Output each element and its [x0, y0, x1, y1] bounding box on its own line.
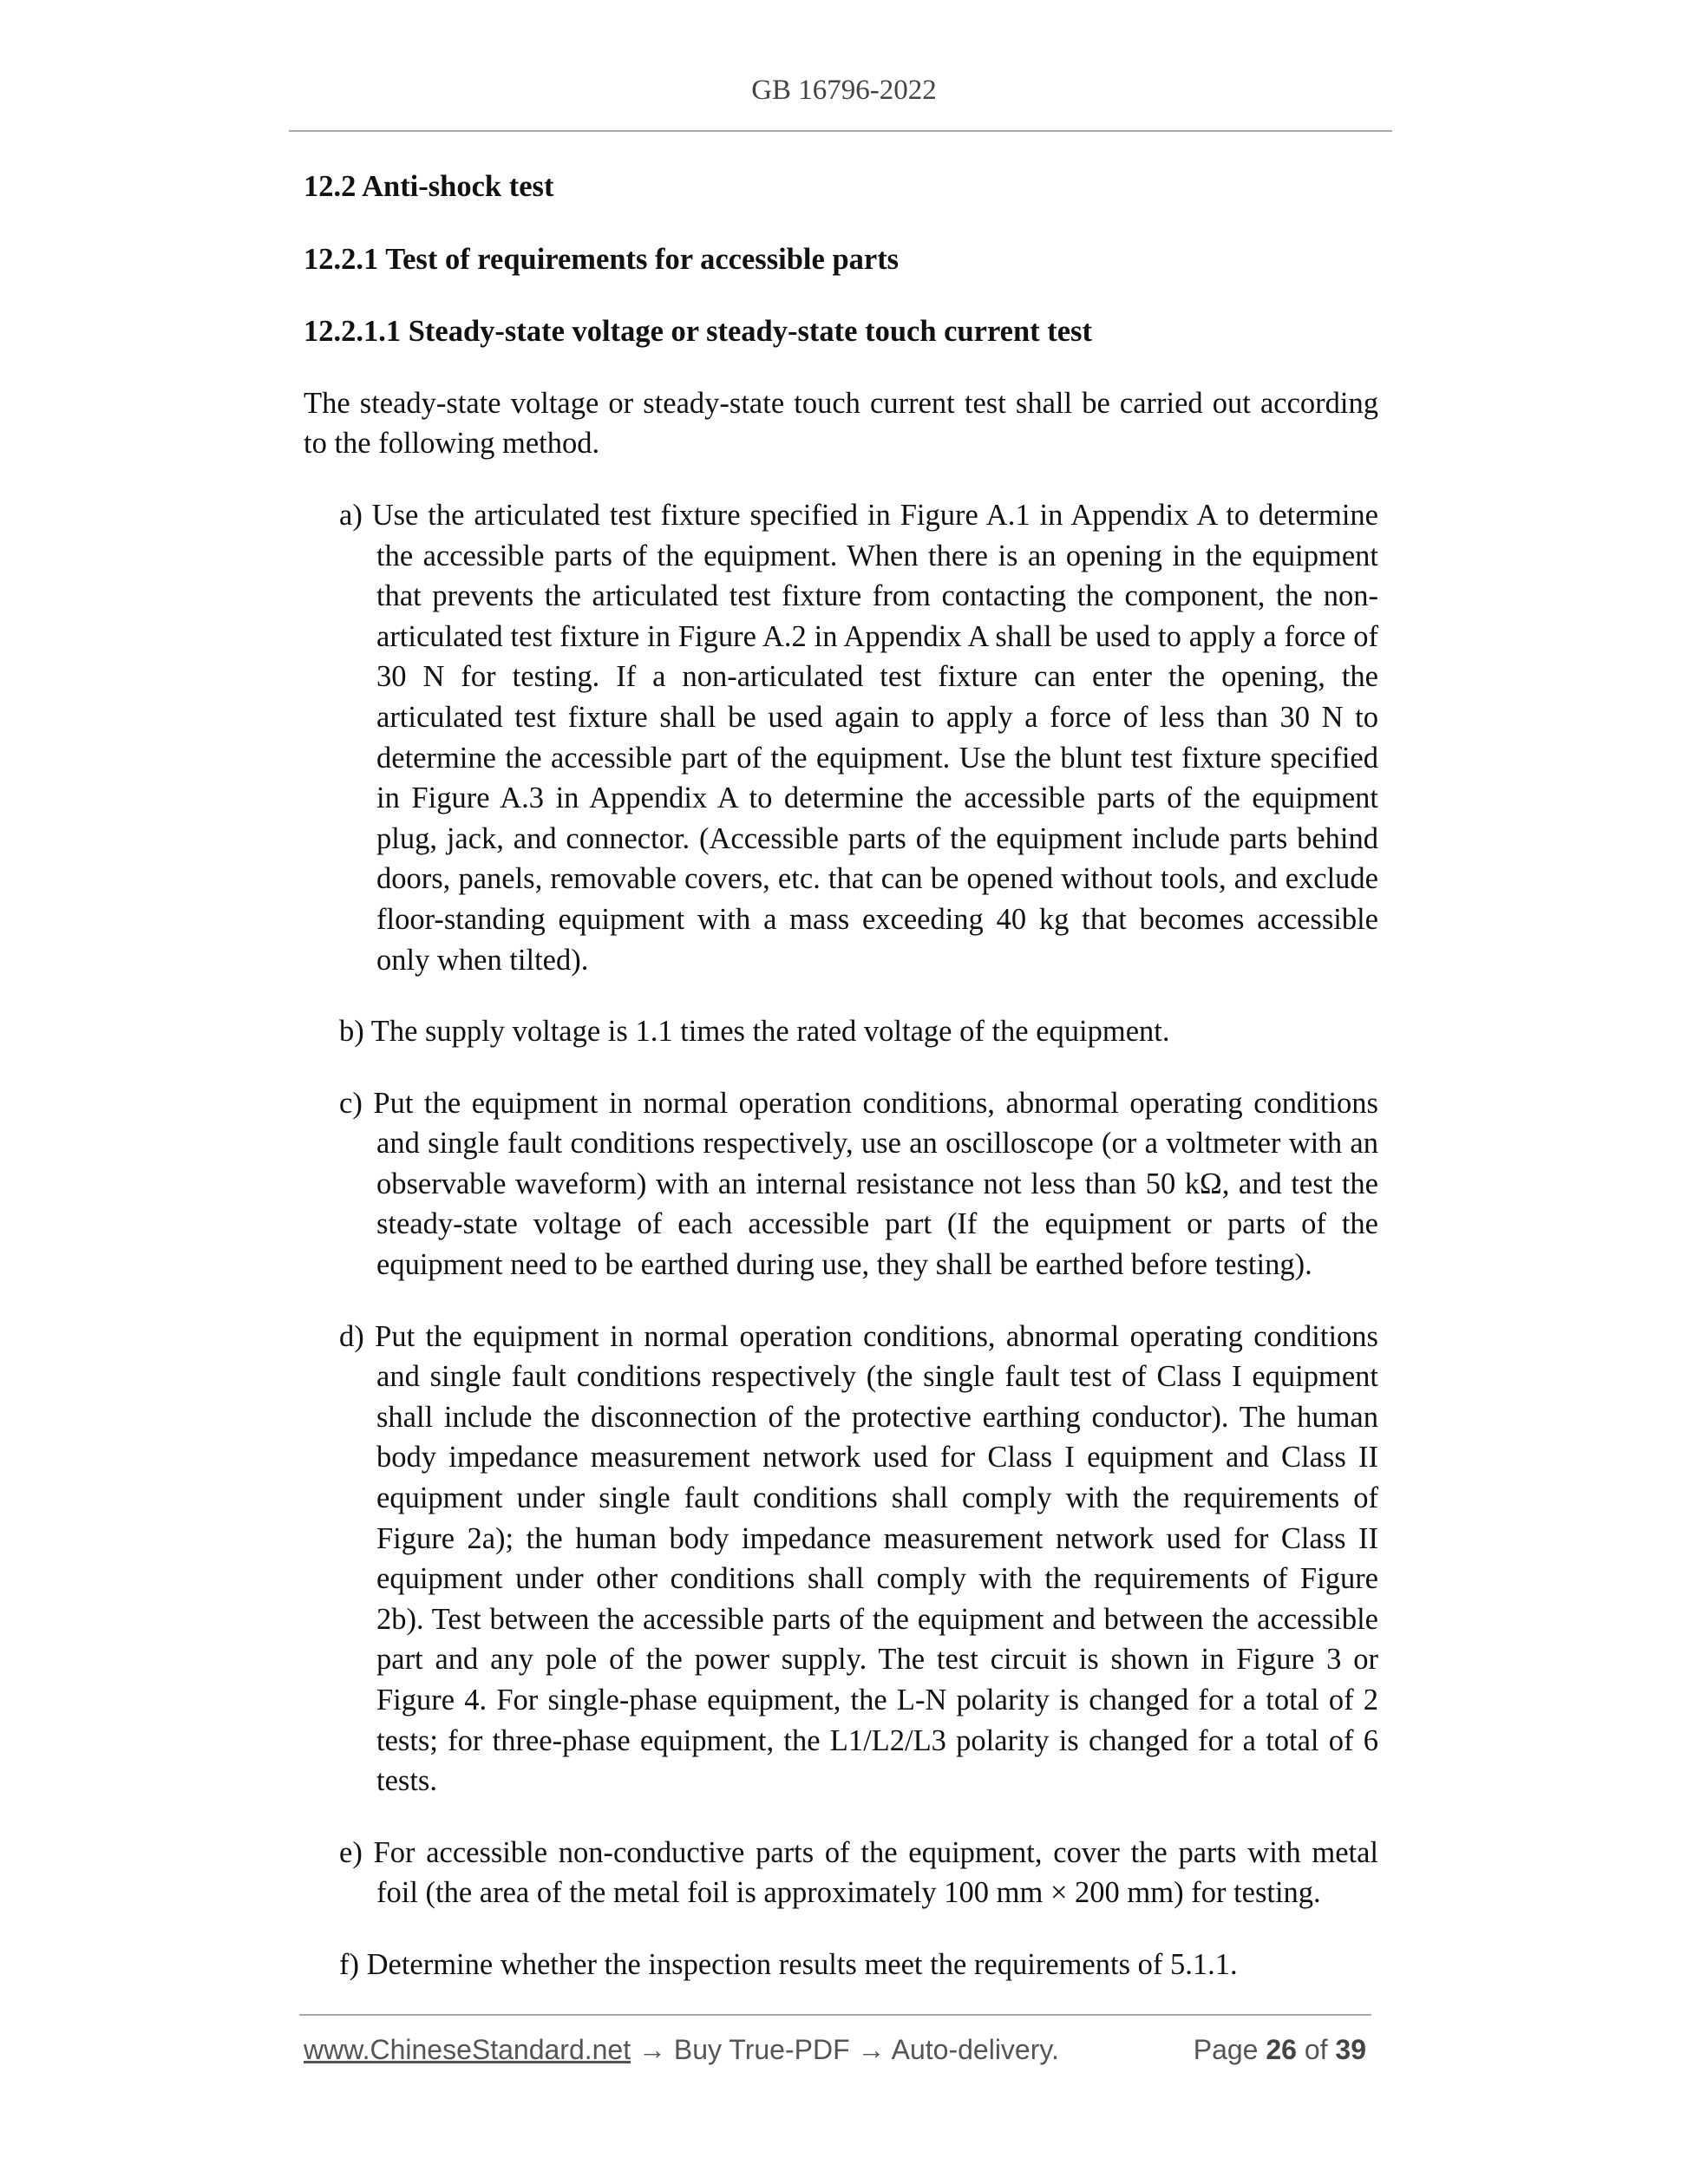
subsubsection-heading: 12.2.1.1 Steady-state voltage or steady-state touch current test	[304, 315, 1092, 349]
page-header-standard-code: GB 16796-2022	[751, 75, 937, 106]
document-body	[304, 167, 1378, 1985]
page-footer	[304, 2030, 1371, 2069]
method-list	[304, 495, 1378, 1985]
list-item-f: f) Determine whether the inspection results meet the requirements of 5.1.1.	[339, 1947, 1238, 1981]
page-total: 39	[1335, 2034, 1366, 2065]
intro-paragraph: The steady-state voltage or steady-state touch current test shall be carried out according to the following method.	[304, 386, 1378, 461]
page-current: 26	[1266, 2034, 1297, 2065]
footer-promo: → Buy True-PDF → Auto-delivery.	[631, 2034, 1059, 2065]
list-item-e: e) For accessible non-conductive parts of the equipment, cover the parts with metal foil (the area of the metal foil is approximately 100 mm × 200 mm) for testing.	[339, 1835, 1378, 1910]
list-item-b: b) The supply voltage is 1.1 times the rated voltage of the equipment.	[339, 1015, 1170, 1049]
subsection-heading: 12.2.1 Test of requirements for accessible parts	[304, 242, 900, 276]
page-label: Page	[1193, 2034, 1259, 2065]
page-of: of	[1304, 2034, 1328, 2065]
list-item-a: a) Use the articulated test fixture specified in Figure A.1 in Appendix A to determine the accessible parts of the equipment. When there is an opening in the equipment that prevents the articulated test fixture from contacting the component, the non-articulated test fixture in Figure A.2 in Appendix A shall be used to apply a force of 30 N for testing. If a non-articulated test fixture can enter the opening, the articulated test fixture shall be used again to apply a force of less than 30 N to determine the accessible part of the equipment. Use the blunt test fixture specified in Figure A.3 in Appendix A to determine the accessible parts of the equipment plug, jack, and connector. (Accessible parts of the equipment include parts behind doors, panels, removable covers, etc. that can be opened without tools, and exclude floor-standing equipment with a mass exceeding 40 kg that becomes accessible only when tilted).	[339, 498, 1378, 977]
site-link[interactable]: www.ChineseStandard.net	[304, 2034, 631, 2065]
header-divider	[289, 130, 1392, 132]
section-heading: 12.2 Anti-shock test	[304, 170, 554, 203]
list-item-c: c) Put the equipment in normal operation conditions, abnormal operating conditions and single fault conditions respectively, use an oscilloscope (or a voltmeter with an observable waveform) with an internal resistance not less than 50 kΩ, and test the steady-state voltage of each accessible part (If the equipment or parts of the equipment need to be earthed during use, they shall be earthed before testing).	[339, 1086, 1378, 1282]
list-item-d: d) Put the equipment in normal operation conditions, abnormal operating conditions and single fault conditions respectively (the single fault test of Class I equipment shall include the disconnection of the protective earthing conductor). The human body impedance measurement network used for Class I equipment and Class II equipment under single fault conditions shall comply with the requirements of Figure 2a); the human body impedance measurement network used for Class II equipment under other conditions shall comply with the requirements of Figure 2b). Test between the accessible parts of the equipment and between the accessible part and any pole of the power supply. The test circuit is shown in Figure 3 or Figure 4. For single-phase equipment, the L-N polarity is changed for a total of 2 tests; for three-phase equipment, the L1/L2/L3 polarity is changed for a total of 6 tests.	[339, 1319, 1378, 1798]
footer-divider	[299, 2014, 1371, 2016]
page-indicator	[1194, 2030, 1366, 2069]
